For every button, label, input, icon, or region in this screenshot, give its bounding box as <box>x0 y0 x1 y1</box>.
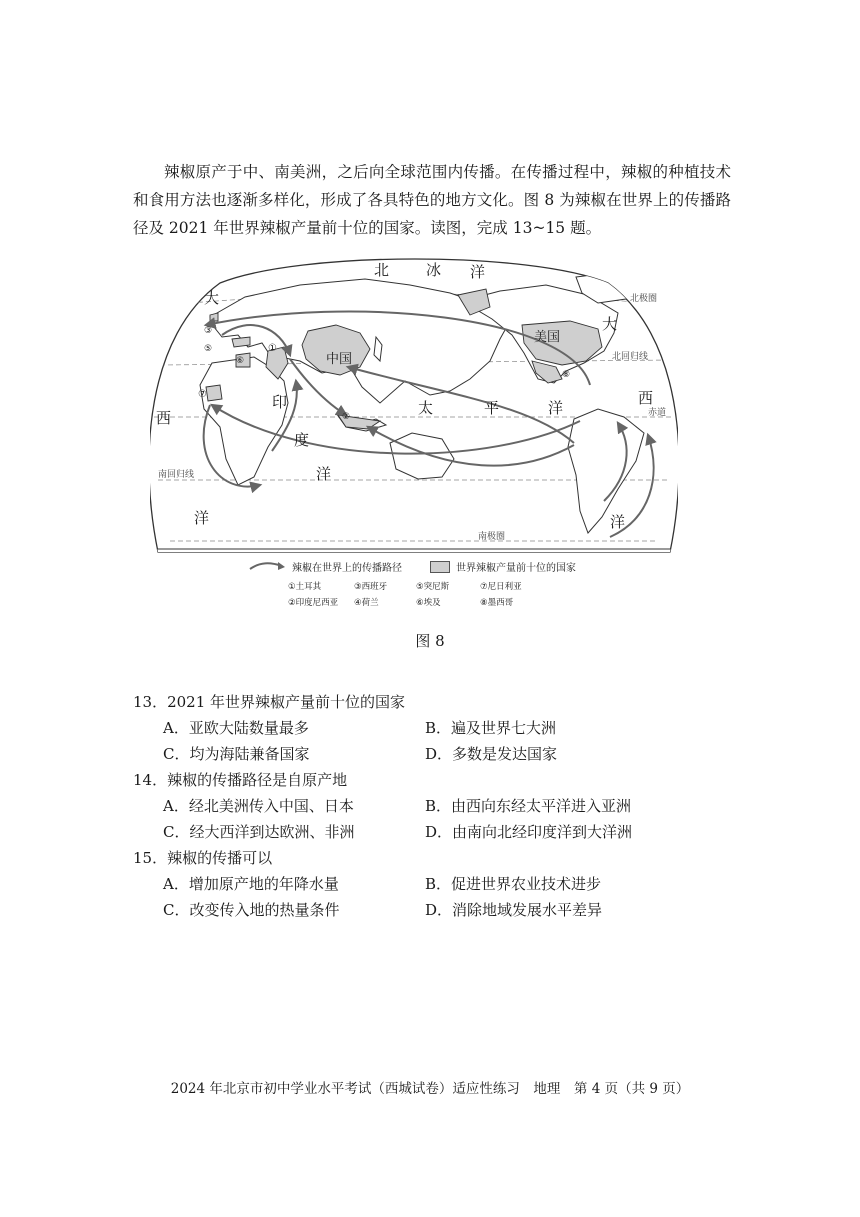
option-c: C．均为海陆兼备国家 <box>163 745 310 763</box>
legend-country-label: 世界辣椒产量前十位的国家 <box>456 563 576 574</box>
tropic-cancer-label: 北回归线 <box>612 352 649 362</box>
pacific-label-3: 洋 <box>548 399 564 417</box>
turkey-country <box>232 337 250 347</box>
question-list <box>133 689 733 923</box>
atlantic-west-label-1: 大 <box>204 289 220 307</box>
option-c: C．改变传入地的热量条件 <box>163 901 340 919</box>
arctic-label-3: 洋 <box>470 263 486 281</box>
marker-spain: ③ <box>204 326 213 336</box>
intro-text: 辣椒原产于中、南美洲，之后向全球范围内传播。在传播过程中，辣椒的种植技术和食用方法也逐渐多样化，形成了各具特色的地方文化。图 8 为辣椒在世界上的传播路径及 2021 年世界辣椒产量前十位的国家。读图，完成 13~15 题。 <box>133 163 731 237</box>
option-b: B．促进世界农业技术进步 <box>425 875 602 893</box>
legend-main-row <box>248 558 648 574</box>
atlantic-west-label-3: 洋 <box>194 509 210 527</box>
atlantic-west-label-2: 西 <box>156 409 172 427</box>
indian-label-3: 洋 <box>316 465 332 483</box>
question-options <box>133 871 733 923</box>
question-stem: 14．辣椒的传播路径是自原产地 <box>133 771 348 789</box>
legend-item: ⑦尼日利亚 <box>480 582 522 592</box>
legend-item: ①土耳其 <box>288 582 322 592</box>
legend-item: ④荷兰 <box>354 598 379 608</box>
usa-label: 美国 <box>534 330 561 345</box>
antarctic-circle-label: 南极圈 <box>478 532 506 542</box>
legend-item: ⑥埃及 <box>416 598 441 608</box>
indian-label-2: 度 <box>294 431 310 449</box>
equator-label: 赤道 <box>648 408 667 418</box>
marker-nigeria: ⑦ <box>198 389 207 400</box>
arctic-label-2: 冰 <box>426 261 442 279</box>
marker-mexico: ⑧ <box>562 370 571 380</box>
route-arrow-icon <box>248 560 286 572</box>
option-a: A．增加原产地的年降水量 <box>163 875 339 893</box>
figure-caption: 图 8 <box>415 632 445 650</box>
option-a: A．经北美洲传入中国、日本 <box>163 797 354 815</box>
option-a: A．亚欧大陆数量最多 <box>163 719 309 737</box>
intro-paragraph <box>133 158 731 242</box>
pacific-label-1: 太 <box>418 399 434 417</box>
arctic-circle-label: 北极圈 <box>630 294 658 304</box>
antarctica-land <box>150 549 678 555</box>
legend-route-label: 辣椒在世界上的传播路径 <box>292 563 402 574</box>
marker-tunisia: ⑤ <box>204 344 213 354</box>
atlantic-east-label-2: 西 <box>638 389 654 407</box>
marker-turkey: ① <box>268 343 277 354</box>
nigeria-country <box>206 385 222 401</box>
question-stem: 15．辣椒的传播可以 <box>133 849 273 867</box>
legend-item: ⑧墨西哥 <box>480 598 514 608</box>
indian-label-1: 印 <box>272 393 288 411</box>
pacific-label-2: 平 <box>484 399 500 417</box>
legend-item: ③西班牙 <box>354 582 388 592</box>
legend-item: ②印度尼西亚 <box>288 598 339 608</box>
marker-indonesia: ② <box>342 412 351 422</box>
question-stem: 13．2021 年世界辣椒产量前十位的国家 <box>133 693 406 711</box>
option-d: D．多数是发达国家 <box>425 745 558 763</box>
legend-country-swatch <box>430 561 450 573</box>
tropic-capricorn-label: 南回归线 <box>158 470 195 480</box>
option-d: D．消除地域发展水平差异 <box>425 901 603 919</box>
legend-country-list <box>288 580 628 608</box>
map-legend <box>248 558 648 610</box>
option-c: C．经大西洋到达欧洲、非洲 <box>163 823 355 841</box>
atlantic-east-label-3: 洋 <box>610 513 626 531</box>
arctic-label-1: 北 <box>374 261 390 279</box>
atlantic-east-label-1: 大 <box>602 315 618 333</box>
option-d: D．由南向北经印度洋到大洋洲 <box>425 823 633 841</box>
page-footer: 2024 年北京市初中学业水平考试（西城试卷）适应性练习 地理 第 4 页（共 9 页） <box>170 1081 690 1097</box>
option-b: B．由西向东经太平洋进入亚洲 <box>425 797 632 815</box>
option-b: B．遍及世界七大洲 <box>425 719 557 737</box>
question-options <box>133 793 733 845</box>
legend-item: ⑤突尼斯 <box>416 582 450 592</box>
marker-egypt: ⑥ <box>236 356 245 366</box>
china-label: 中国 <box>326 352 353 367</box>
question-options <box>133 715 733 767</box>
world-map <box>150 255 678 555</box>
world-map-figure <box>150 255 678 555</box>
